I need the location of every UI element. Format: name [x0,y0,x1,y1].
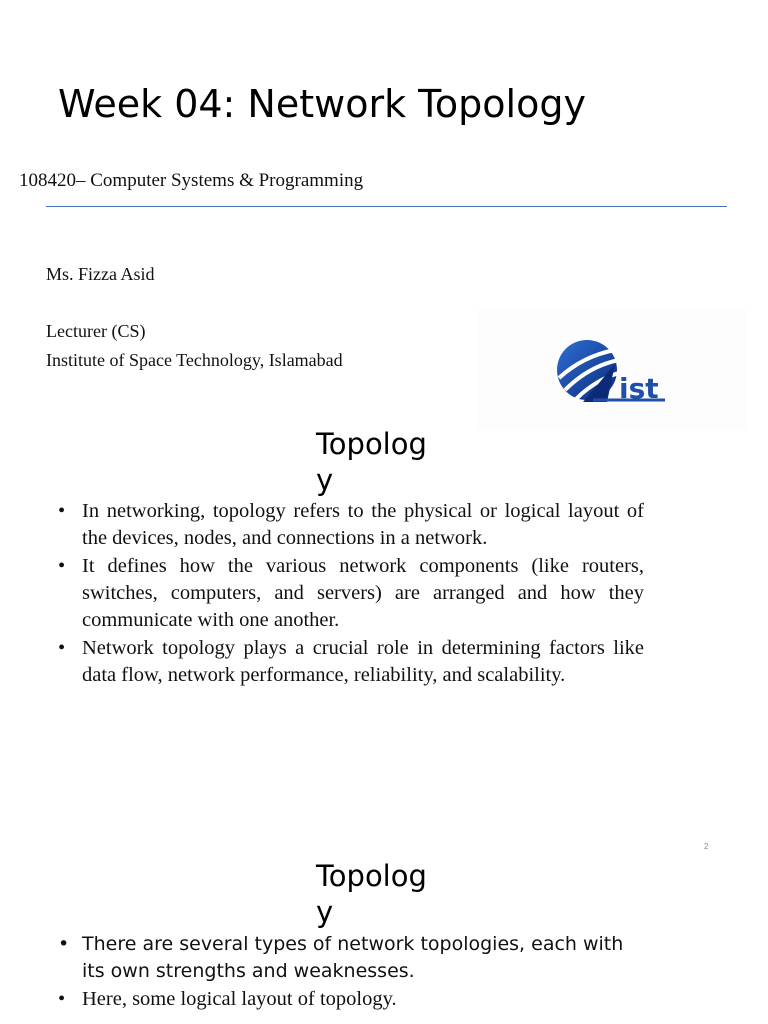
slide2-heading: Topology [316,427,427,497]
title-divider [46,206,727,207]
list-item: • There are several types of network topologies, each with its own strengths and weaknesses. [58,931,644,985]
presenter-info [46,260,343,375]
slide3-bullet-list [58,931,644,1014]
spacer [46,289,343,317]
presenter-institution: Institute of Space Technology, Islamabad [46,350,343,370]
list-item: • Here, some logical layout of topology. [58,986,644,1013]
presenter-role: Lecturer (CS) [46,321,146,341]
slide-title: Week 04: Network Topology [58,82,586,126]
ist-logo-icon [553,336,669,408]
slide2-bullet-list [58,498,644,690]
list-item: • In networking, topology refers to the physical or logical layout of the devices, nodes, and connections in a network. [58,498,644,552]
course-subtitle: 108420– Computer Systems & Programming [19,170,364,191]
page-number: 2 [704,842,709,851]
list-item: • It defines how the various network components (like routers, switches, computers, and servers) are arranged and how they communicate with one another. [58,553,644,634]
presenter-name: Ms. Fizza Asid [46,264,155,284]
list-item: • Network topology plays a crucial role in determining factors like data flow, network performance, reliability, and scalability. [58,635,644,689]
slide3-heading: Topology [316,859,427,929]
logo-text: ist [619,372,659,405]
